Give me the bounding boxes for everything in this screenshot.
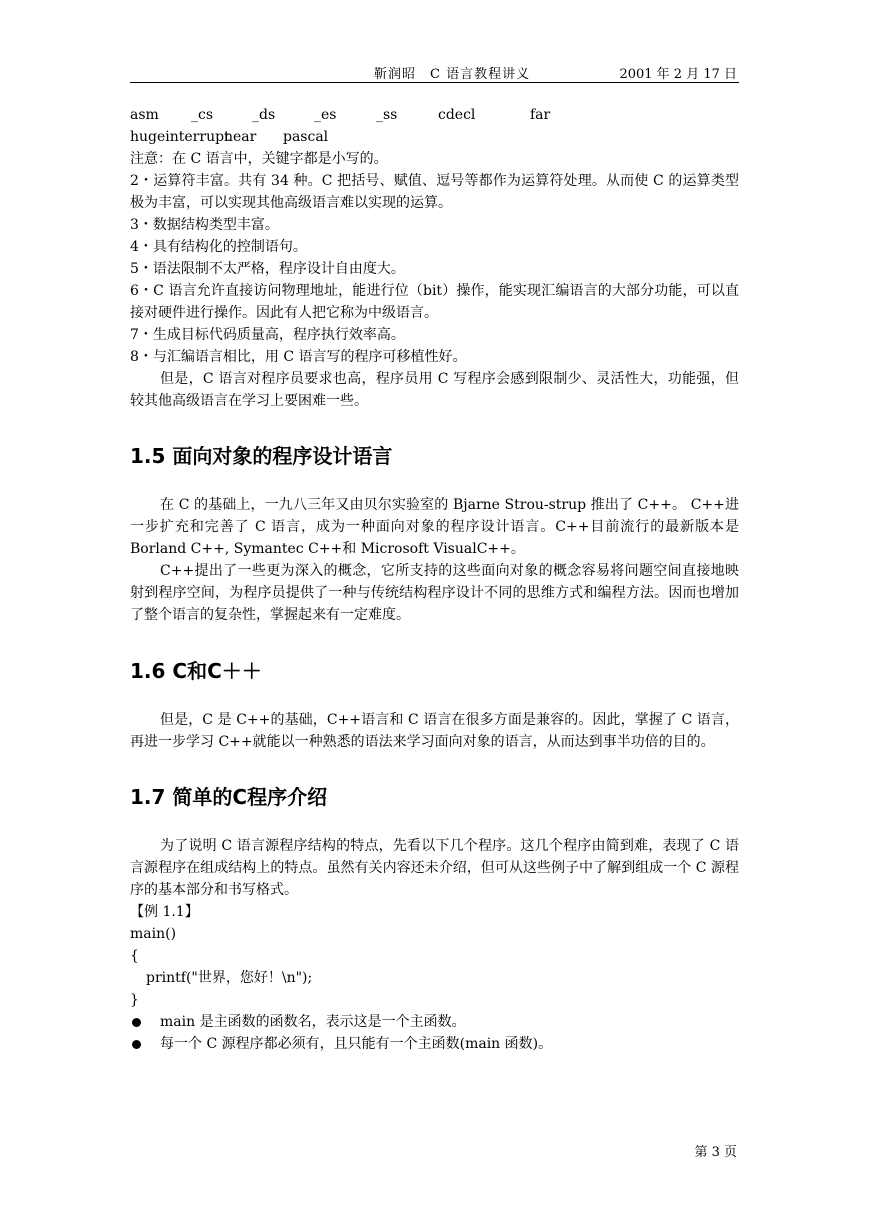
- keyword-row: [130, 126, 739, 148]
- keyword: cdecl: [438, 107, 476, 123]
- paragraph: C++提出了一些更为深入的概念，它所支持的这些面向对象的概念容易将问题空间直接地映射到程序空间，为程序员提供了一种与传统结构程序设计不同的思维方式和编程方法。因而也增加了整个语言的复杂性，掌握起来有一定难度。: [130, 563, 739, 623]
- bullet-text: main 是主函数的函数名，表示这是一个主函数。: [160, 1014, 466, 1030]
- keyword: far: [530, 107, 551, 123]
- feature-item: 2・运算符丰富。共有 34 种。C 把括号、赋值、逗号等都作为运算符处理。从而使 C 的运算类型极为丰富，可以实现其他高级语言难以实现的运算。: [130, 173, 739, 211]
- bullet-item: [130, 1011, 739, 1033]
- keyword: _es: [314, 107, 337, 123]
- keyword-row: [130, 104, 739, 126]
- feature-item: 3・数据结构类型丰富。: [130, 217, 279, 233]
- bullet-dot-icon: [132, 1040, 141, 1049]
- keyword: near: [224, 129, 257, 145]
- keyword: asm: [130, 107, 159, 123]
- page-header: [130, 60, 739, 83]
- section-heading: 1.5 面向对象的程序设计语言: [130, 444, 393, 468]
- keyword: _cs: [191, 107, 214, 123]
- keyword: _ss: [376, 107, 398, 123]
- section-heading: 1.7 简单的C程序介绍: [130, 785, 328, 809]
- keyword: pascal: [283, 129, 329, 145]
- paragraph: 但是，C 是 C++的基础，C++语言和 C 语言在很多方面是兼容的。因此，掌握了 C 语言，再进一步学习 C++就能以一种熟悉的语法来学习面向对象的语言，从而达到事半功倍的目的。: [130, 712, 739, 750]
- keyword: hugeinterrupt: [130, 129, 230, 145]
- header-date: 2001 年 2 月 17 日: [619, 67, 737, 82]
- example-label: 【例 1.1】: [130, 904, 199, 920]
- feature-item: 6・C 语言允许直接访问物理地址，能进行位（bit）操作，能实现汇编语言的大部分功能，可以直接对硬件进行操作。因此有人把它称为中级语言。: [130, 283, 739, 321]
- code-line: {: [130, 948, 139, 964]
- header-center: [374, 63, 530, 82]
- feature-item: 5・语法限制不太严格，程序设计自由度大。: [130, 261, 405, 277]
- feature-item: 8・与汇编语言相比，用 C 语言写的程序可移植性好。: [130, 349, 467, 365]
- keyword: _ds: [252, 107, 276, 123]
- bullet-item: [130, 1033, 739, 1055]
- code-line: main(): [130, 926, 177, 942]
- summary-paragraph: 但是，C 语言对程序员要求也高，程序员用 C 写程序会感到限制少、灵活性大，功能强，但较其他高级语言在学习上要困难一些。: [130, 371, 739, 409]
- paragraph: 为了说明 C 语言源程序结构的特点，先看以下几个程序。这几个程序由简到难，表现了 C 语言源程序在组成结构上的特点。虽然有关内容还未介绍，但可从这些例子中了解到组成一个 C 源程序的基本部分和书写格式。: [130, 838, 739, 898]
- header-author: 靳润昭: [374, 67, 417, 82]
- feature-item: 4・具有结构化的控制语句。: [130, 239, 307, 255]
- page-content: [130, 104, 739, 1055]
- note-line: 注意：在 C 语言中，关键字都是小写的。: [130, 151, 388, 167]
- header-title: C 语言教程讲义: [430, 67, 531, 82]
- section-heading: 1.6 C和C＋＋: [130, 659, 262, 683]
- page-number: 第 3 页: [694, 1145, 737, 1160]
- code-block: [130, 923, 739, 1011]
- bullet-dot-icon: [132, 1018, 141, 1027]
- code-line: printf("世界，您好！\n");: [146, 970, 313, 986]
- bullet-text: 每一个 C 源程序都必须有，且只能有一个主函数(main 函数)。: [160, 1036, 553, 1052]
- paragraph: 在 C 的基础上，一九八三年又由贝尔实验室的 Bjarne Strou-strup 推出了 C++。 C++进一步扩充和完善了 C 语言，成为一种面向对象的程序设计语言。C++目前流行的最新版本是 Borland C++, Symantec C++和 Microsoft VisualC++。: [130, 497, 739, 557]
- code-line: }: [130, 992, 139, 1008]
- feature-item: 7・生成目标代码质量高，程序执行效率高。: [130, 327, 405, 343]
